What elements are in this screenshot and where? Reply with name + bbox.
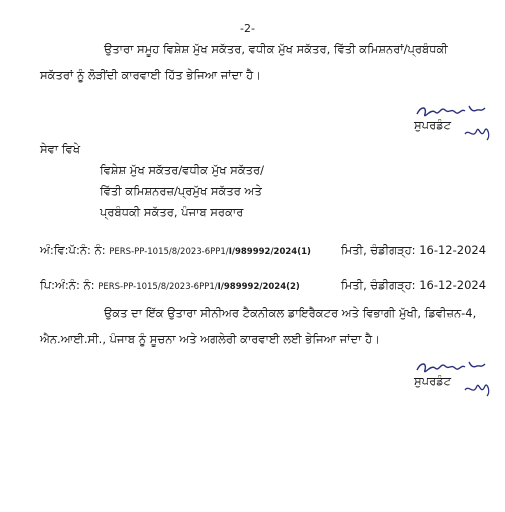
addressee-line-3: ਪ੍ਰਬੰਧਕੀ ਸਕੱਤਰ, ਪੰਜਾਬ ਸਰਕਾਰ: [100, 205, 244, 219]
ref-2-number: PERS-PP-1015/8/2023-6PP1/: [98, 282, 218, 292]
ref-1-prefix: ਅੰ:ਵਿ:ਪੱ:ਨੰ: ਨੰ:: [40, 243, 106, 257]
addressee-line-1: ਵਿਸ਼ੇਸ਼ ਮੁੱਖ ਸਕੱਤਰ/ਵਧੀਕ ਮੁੱਖ ਸਕੱਤਰ/: [100, 163, 265, 177]
ref-1-number-bold: I/989992/2024(1): [228, 247, 311, 257]
reference-line-1: [40, 243, 311, 259]
ref-1-number: PERS-PP-1015/8/2023-6PP1/: [109, 247, 229, 257]
signature-1-designation: ਸੁਪਰਡੰਟ: [414, 118, 452, 132]
paragraph-2-line-1: ਉਕਤ ਦਾ ਇੱਕ ਉਤਾਰਾ ਸੀਨੀਅਰ ਟੈਕਨੀਕਲ ਡਾਇਰੈਕਟਰ ਅਤੇ ਵਿਭਾਗੀ ਮੁੱਖੀ, ਡਿਵੀਜ਼ਨ-4,: [104, 306, 477, 320]
paragraph-2-line-2: ਐਨ.ਆਈ.ਸੀ., ਪੰਜਾਬ ਨੂੰ ਸੂਚਨਾ ਅਤੇ ਅਗਲੇਰੀ ਕਾਰਵਾਈ ਲਈ ਭੇਜਿਆ ਜਾਂਦਾ ਹੈ।: [40, 332, 380, 346]
paragraph-1-line-1: ਉਤਾਰਾ ਸਮੂਹ ਵਿਸ਼ੇਸ਼ ਮੁੱਖ ਸਕੱਤਰ, ਵਧੀਕ ਮੁੱਖ ਸਕੱਤਰ, ਵਿੱਤੀ ਕਮਿਸ਼ਨਰਾਂ/ਪ੍ਰਬੰਧਕੀ: [104, 42, 448, 56]
reference-line-2: [40, 278, 300, 294]
ref-2-prefix: ਪਿ:ਅੰ:ਨੰ: ਨੰ:: [40, 278, 95, 292]
page-number: -2-: [240, 22, 255, 35]
ref-1-date: ਮਿਤੀ, ਚੰਡੀਗੜ੍ਹ: 16-12-2024: [341, 243, 487, 257]
ref-2-number-bold: I/989992/2024(2): [217, 282, 300, 292]
paragraph-1-line-2: ਸਕੱਤਰਾਂ ਨੂੰ ਲੋੜੀਂਦੀ ਕਾਰਵਾਈ ਹਿੱਤ ਭੇਜਿਆ ਜਾਂਦਾ ਹੈ।: [40, 68, 261, 82]
ref-2-date: ਮਿਤੀ, ਚੰਡੀਗੜ੍ਹ: 16-12-2024: [341, 278, 487, 292]
addressee-line-2: ਵਿੱਤੀ ਕਮਿਸ਼ਨਰਜ਼/ਪ੍ਰਮੁੱਖ ਸਕੱਤਰ ਅਤੇ: [100, 184, 262, 198]
signature-2-designation: ਸੁਪਰਡੰਟ: [414, 374, 452, 388]
seva-vikhe-label: ਸੇਵਾ ਵਿਖੇ: [40, 142, 80, 156]
